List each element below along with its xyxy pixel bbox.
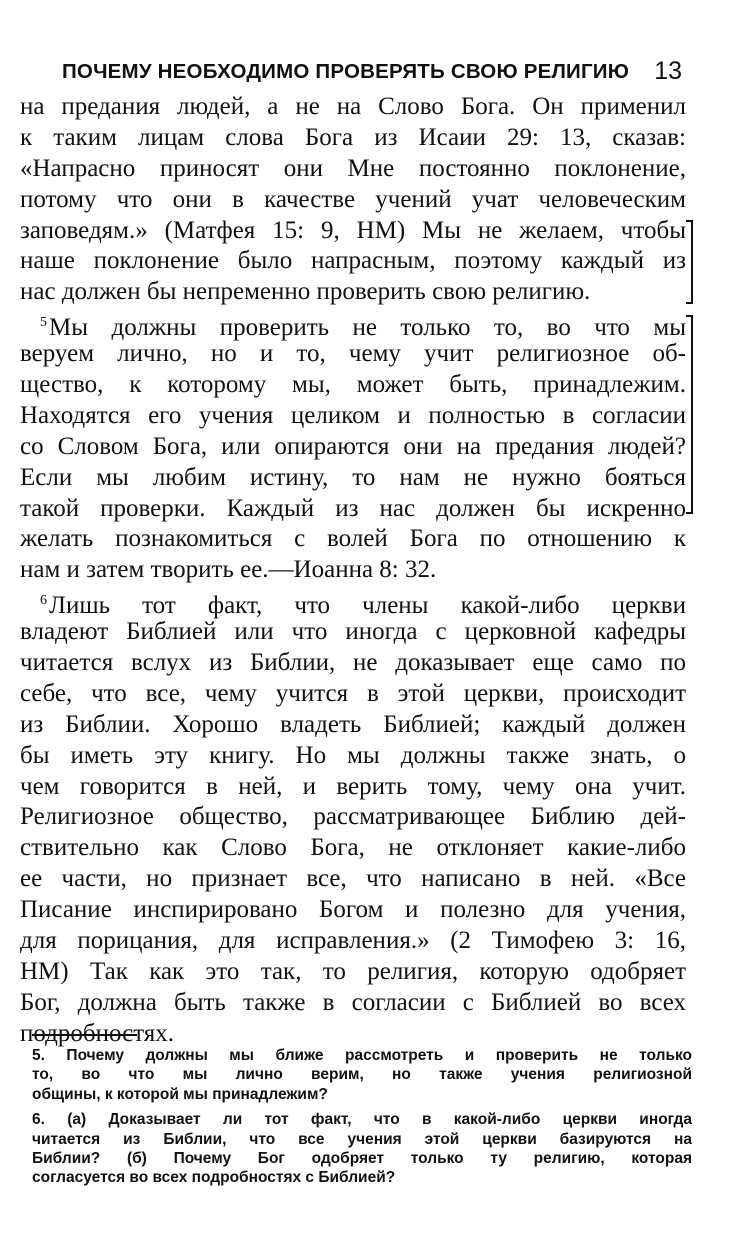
paragraph-number-6: 6 — [40, 593, 47, 609]
text-line: Находятся его учения целиком и полностью в согласии — [20, 401, 686, 429]
text-line: веруем лично, но и то, чему учит религиозное об- — [20, 340, 686, 368]
question-line: согласуется во всех подробностях с Библией? — [32, 1169, 396, 1187]
text-line: владеют Библией или что иногда с церковной кафедры — [20, 618, 686, 646]
main-text — [20, 92, 686, 1050]
page-number: 13 — [654, 57, 682, 85]
question-5 — [32, 1046, 692, 1104]
text-line: нас должен бы непременно проверить свою религию. — [20, 278, 591, 306]
text-line: нам и затем творить ее.—Иоанна 8: 32. — [20, 556, 437, 584]
text-line: со Словом Бога, или опираются они на предания людей? — [20, 432, 686, 460]
text-line: щество, к которому мы, может быть, принадлежим. — [20, 371, 686, 399]
question-line: 6. (а) Доказывает ли тот факт, что в какой-либо церкви иногда — [32, 1111, 692, 1129]
text-line: Религиозное общество, рассматривающее Библию дей- — [20, 803, 686, 831]
question-line: то, во что мы лично верим, но также учения религиозной — [32, 1066, 692, 1084]
text-line: желать познакомиться с волей Бога по отношению к — [20, 525, 686, 553]
text-line: ствительно как Слово Бога, не отклоняет какие-либо — [20, 834, 686, 862]
margin-bracket — [686, 315, 693, 514]
text-line: Лишь тот факт, что члены какой-либо церкви — [49, 592, 686, 620]
text-line: Писание инспирировано Богом и полезно для учения, — [20, 896, 686, 924]
text-line: на предания людей, а не на Слово Бога. Он применил — [20, 93, 686, 120]
footnote-divider — [32, 1034, 137, 1036]
margin-bracket — [686, 220, 693, 304]
text-line: себе, что все, чему учится в этой церкви, происходит — [20, 679, 686, 707]
text-line: такой проверки. Каждый из нас должен бы искренно — [20, 494, 686, 522]
text-line: Если мы любим истину, то нам не нужно бояться — [20, 463, 686, 491]
text-line: бы иметь эту книгу. Но мы должны также знать, о — [20, 741, 686, 769]
text-line: НМ) Так как это так, то религия, которую одобряет — [20, 957, 686, 985]
paragraph-number-5: 5 — [40, 315, 47, 331]
text-line: Мы должны проверить не только то, во что мы — [49, 314, 686, 342]
question-6 — [32, 1110, 692, 1188]
question-line: Библии? (б) Почему Бог одобряет только ту религию, которая — [32, 1149, 692, 1167]
text-line: из Библии. Хорошо владеть Библией; каждый должен — [20, 710, 686, 738]
text-line: заповедям.» (Матфея 15: 9, НМ) Мы не желаем, чтобы — [20, 216, 686, 244]
running-title: ПОЧЕМУ НЕОБХОДИМО ПРОВЕРЯТЬ СВОЮ РЕЛИГИЮ — [62, 60, 630, 83]
page-header — [62, 57, 682, 90]
text-line: для порицания, для исправления.» (2 Тимофею 3: 16, — [20, 927, 686, 955]
question-line: общины, к которой мы принадлежим? — [32, 1085, 328, 1103]
text-line: ее части, но признает все, что написано в ней. «Все — [20, 865, 686, 893]
study-questions — [32, 1046, 692, 1194]
question-line: 5. Почему должны мы ближе рассмотреть и проверить не только — [32, 1047, 692, 1064]
text-line: «Напрасно приносят они Мне постоянно поклонение, — [20, 154, 686, 182]
text-line: чем говорится в ней, и верить тому, чему она учит. — [20, 772, 686, 800]
paragraph-5-first-line — [20, 308, 686, 342]
text-line: к таким лицам слова Бога из Исаии 29: 13, сказав: — [20, 123, 686, 151]
question-line: читается из Библии, что все учения этой церкви базируются на — [32, 1130, 692, 1148]
paragraph-6-first-line — [20, 586, 686, 620]
text-line: Бог, должна быть также в согласии с Библией во всех — [20, 988, 686, 1016]
text-line: наше поклонение было напрасным, поэтому каждый из — [20, 247, 686, 275]
text-line: читается вслух из Библии, не доказывает еще само по — [20, 649, 686, 677]
text-line: потому что они в качестве учений учат человеческим — [20, 185, 686, 213]
text-line: подробностях. — [20, 1019, 175, 1047]
